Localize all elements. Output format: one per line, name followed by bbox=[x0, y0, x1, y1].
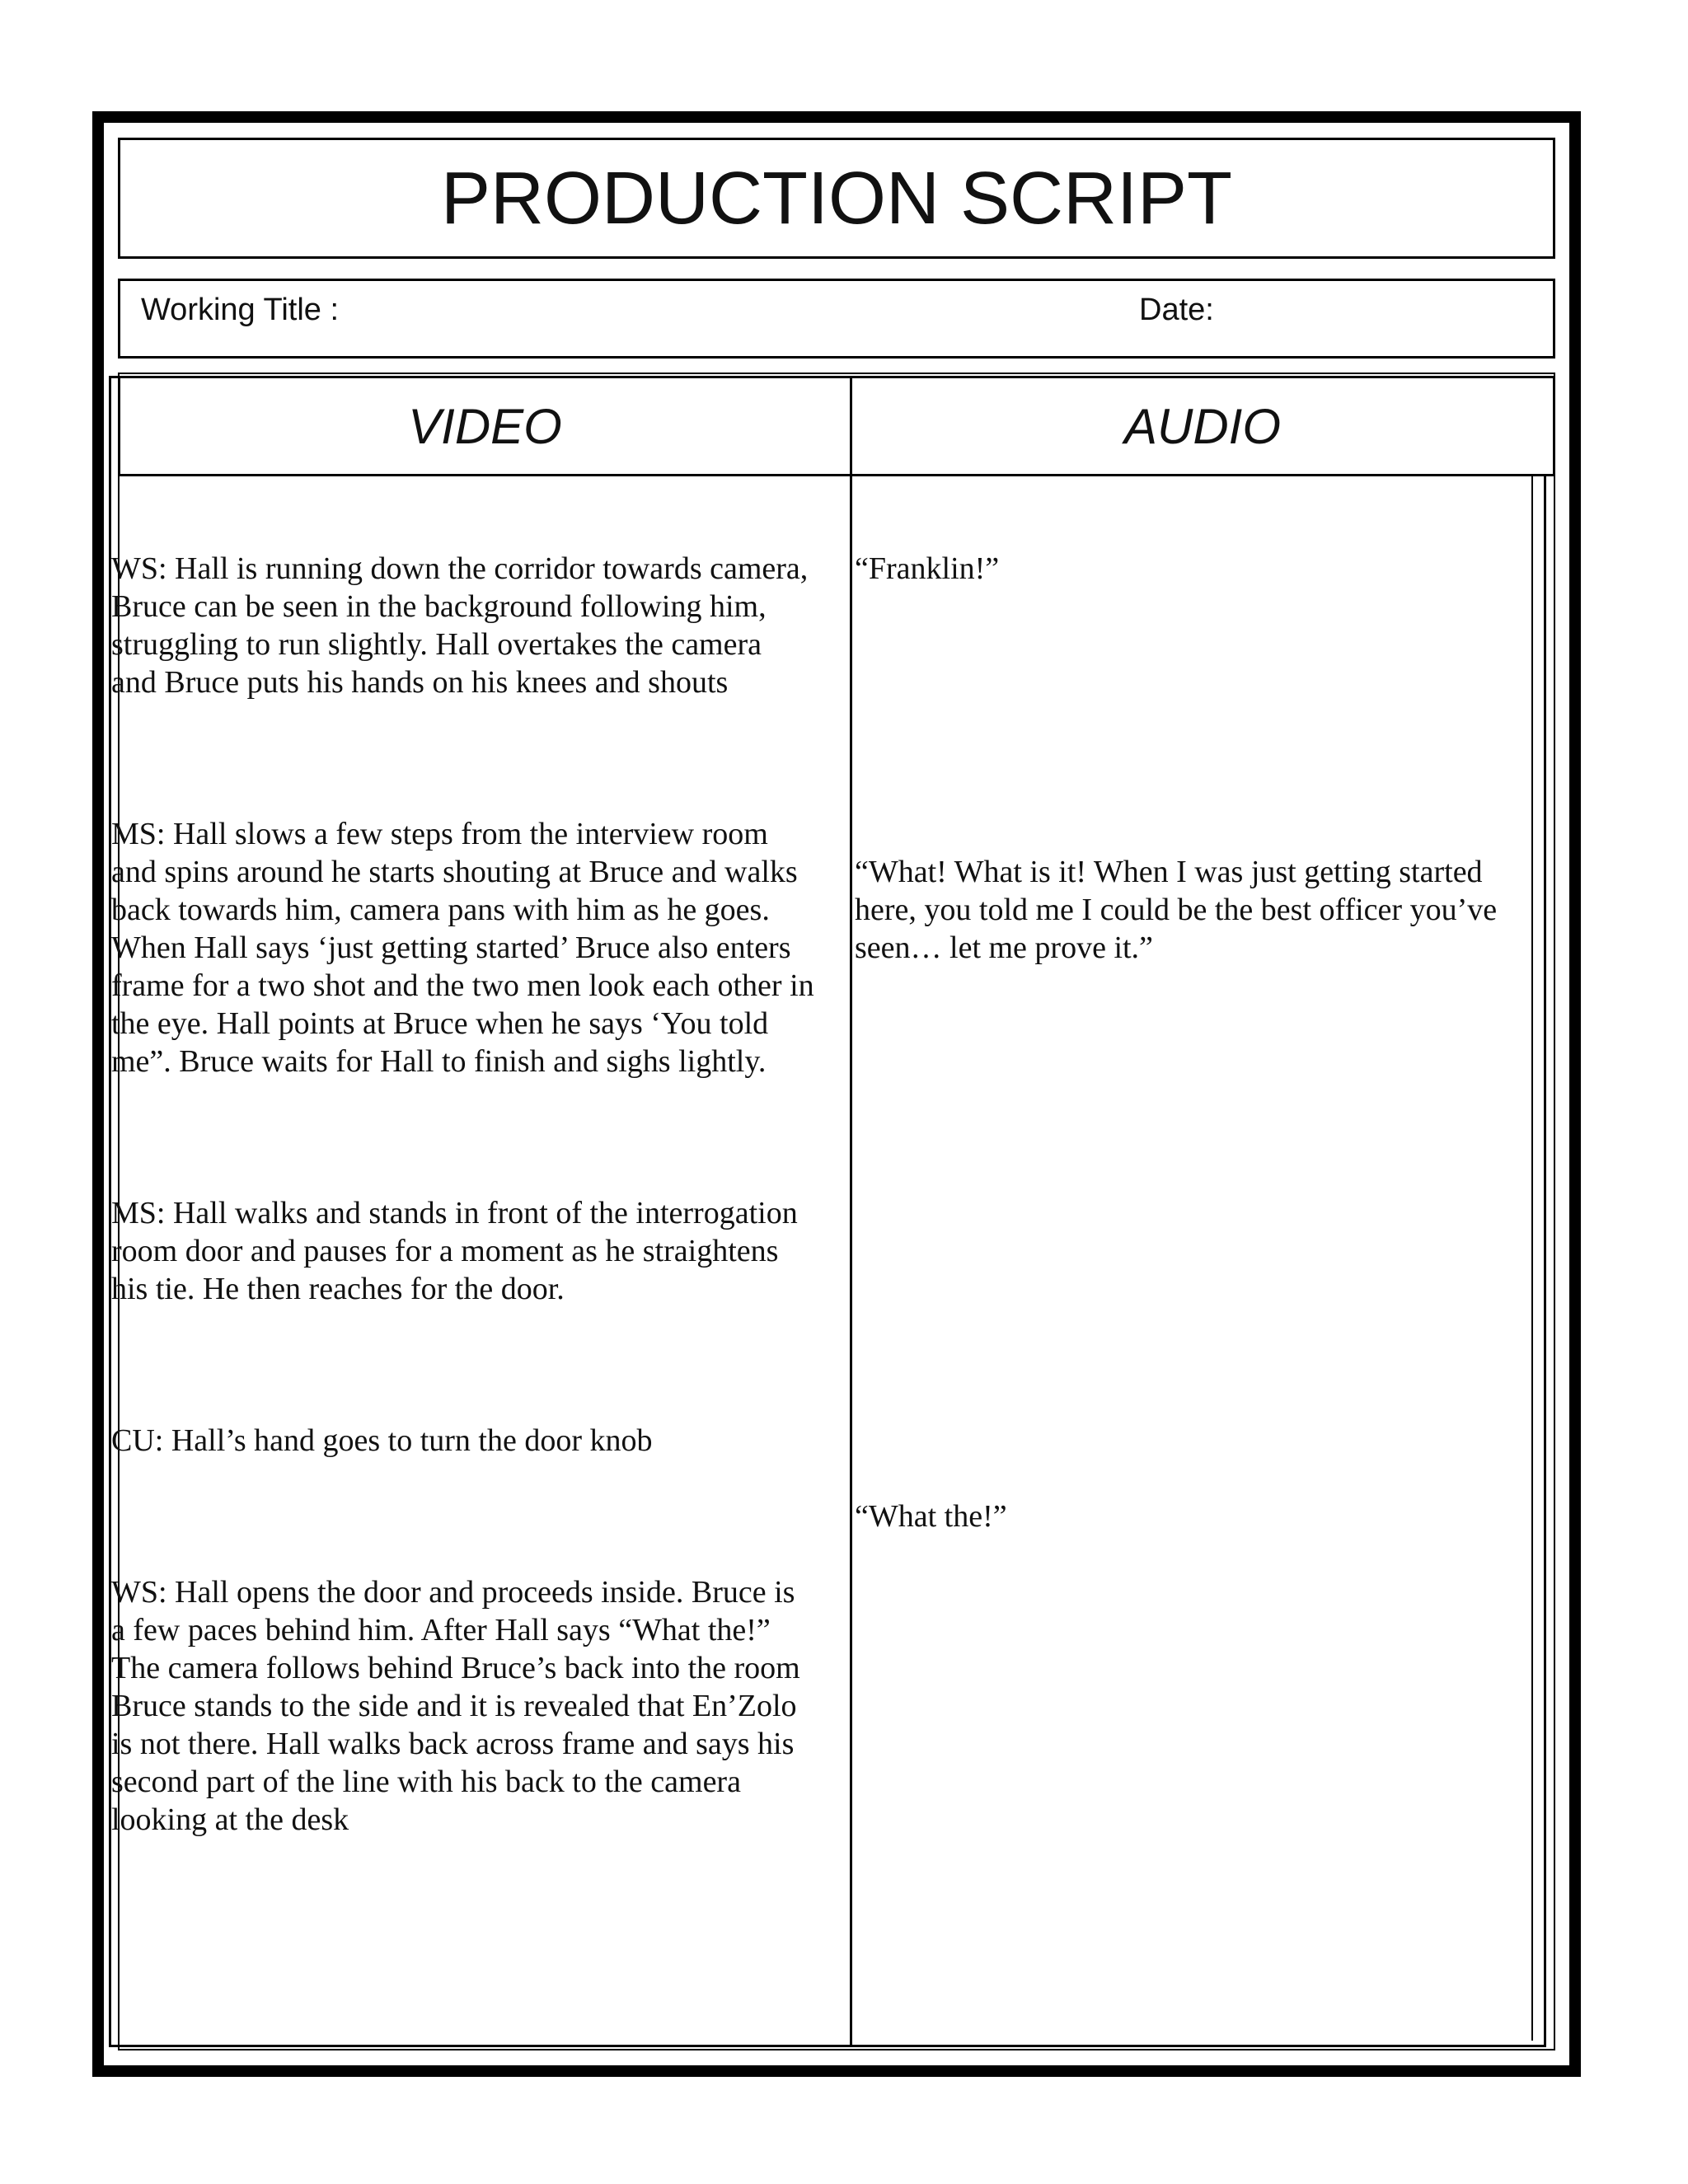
audio-column-header: AUDIO bbox=[1123, 398, 1282, 454]
date-label: Date: bbox=[1139, 293, 1214, 327]
video-column bbox=[111, 474, 845, 1877]
video-entry-3: MS: Hall walks and stands in front of the interrogation room door and pauses for a moment as he straightens his tie. He then reaches for the door. bbox=[111, 1196, 798, 1306]
audio-column bbox=[855, 474, 1531, 1573]
audio-entry-3: “What the!” bbox=[855, 1499, 1007, 1534]
video-entry-2: MS: Hall slows a few steps from the interview room and spins around he starts shouting at Bruce and walks back towards him, camera pans with him as he goes. When Hall says ‘just getting started’ Bruce also enters frame for a two shot and the two men look each other in the eye. Hall points at Bruce when he says ‘You told me”. Bruce waits for Hall to finish and sighs lightly. bbox=[111, 817, 814, 1079]
working-title-label: Working Title : bbox=[141, 293, 340, 327]
audio-entry-1: “Franklin!” bbox=[855, 551, 1000, 586]
table-inner-border bbox=[1531, 476, 1533, 2041]
info-box bbox=[118, 279, 1555, 359]
audio-entry-2: “What! What is it! When I was just getting started here, you told me I could be the best officer you’ve seen… let me prove it.” bbox=[855, 855, 1498, 965]
title-box bbox=[118, 138, 1555, 259]
page-title: PRODUCTION SCRIPT bbox=[440, 157, 1233, 240]
column-divider bbox=[850, 376, 852, 2047]
video-entry-4: CU: Hall’s hand goes to turn the door knob bbox=[111, 1423, 653, 1458]
table-header bbox=[118, 376, 1555, 476]
video-entry-5: WS: Hall opens the door and proceeds inside. Bruce is a few paces behind him. After Hall says “What the!” The camera follows behind Bruce’s back into the room Bruce stands to the side and it is revealed that En’Zolo is not there. Hall walks back across frame and says his second part of the line with his back to the camera looking at the desk bbox=[111, 1575, 800, 1837]
video-entry-1: WS: Hall is running down the corridor towards camera, Bruce can be seen in the background following him, struggling to run slightly. Hall overtakes the camera and Bruce puts his hands on his knees and shouts bbox=[111, 551, 809, 700]
video-column-header: VIDEO bbox=[120, 378, 852, 474]
